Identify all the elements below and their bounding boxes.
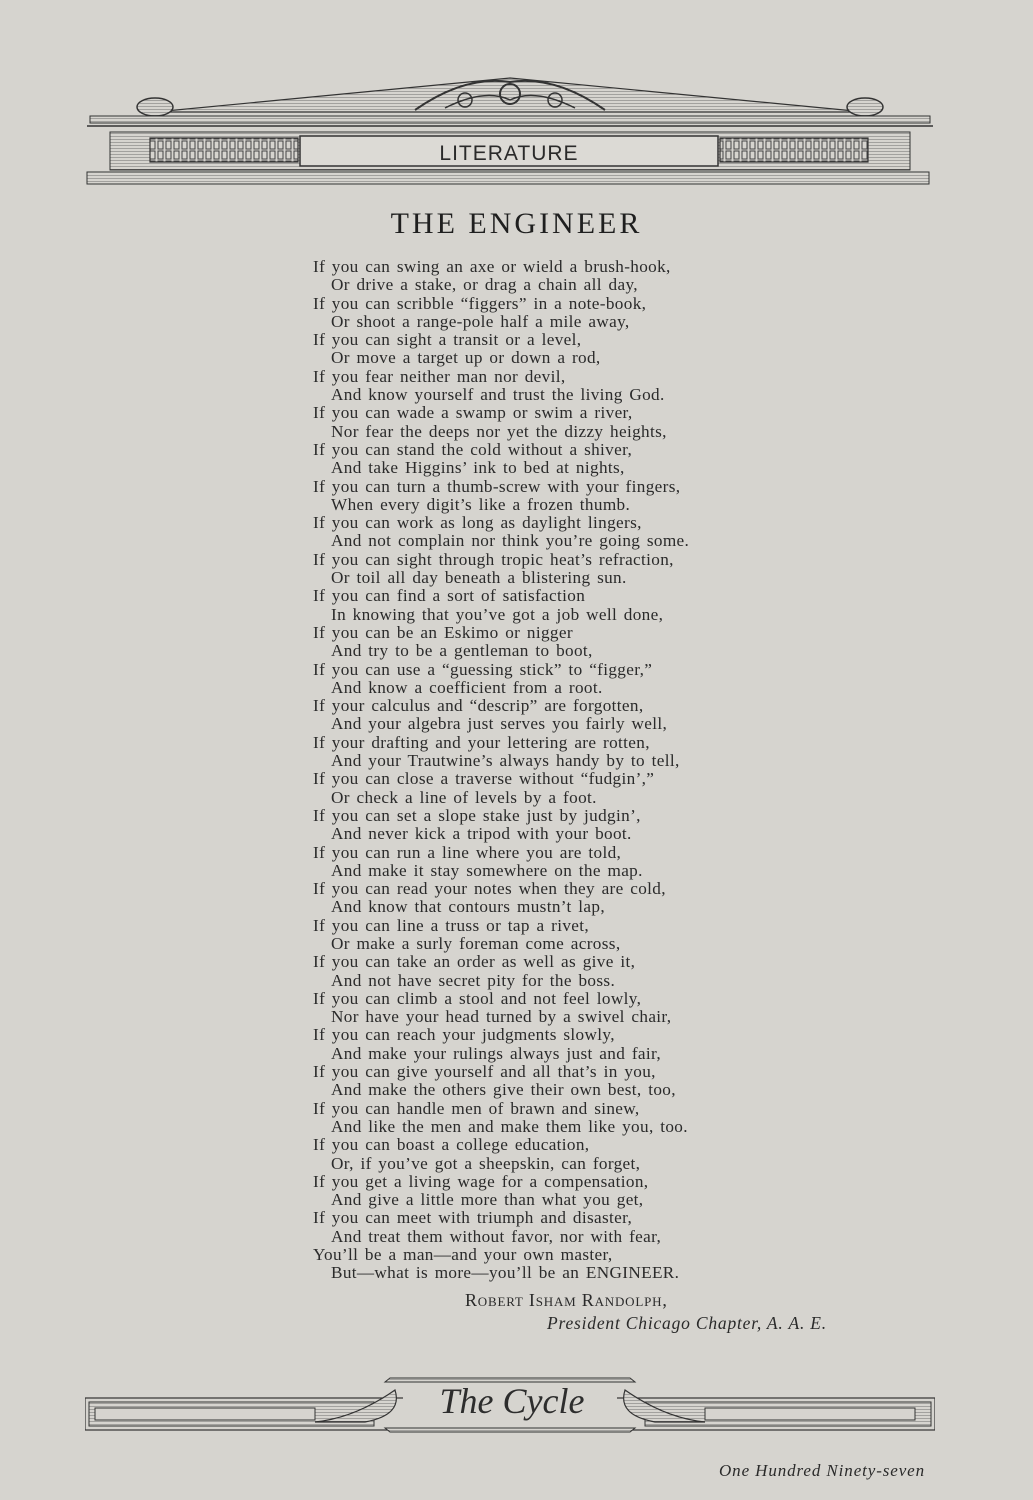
poem-line: And know a coefficient from a root. (331, 677, 603, 697)
poem-line: And try to be a gentleman to boot, (331, 641, 593, 661)
poem-line: And not complain nor think you’re going some. (331, 531, 690, 551)
poem-line: And not have secret pity for the boss. (331, 970, 616, 990)
poem-line: And take Higgins’ ink to bed at nights, (331, 458, 625, 478)
poem-line: If you can run a line where you are told, (313, 842, 622, 862)
poem-line: If you can sight a transit or a level, (313, 330, 582, 350)
poem-body (313, 258, 733, 1283)
author-title: President Chicago Chapter, A. A. E. (547, 1313, 827, 1333)
poem-line: If you can boast a college education, (313, 1135, 590, 1155)
poem-line: Or check a line of levels by a foot. (331, 787, 597, 807)
poem-line: If you can line a truss or tap a rivet, (313, 915, 590, 935)
poem-line: If you can read your notes when they are cold, (313, 879, 666, 899)
poem-line: If you can meet with triumph and disaster, (313, 1208, 633, 1228)
poem-line: If you can swing an axe or wield a brush-hook, (313, 257, 671, 276)
poem-line: And like the men and make them like you, too. (331, 1116, 688, 1136)
poem-line: Nor fear the deeps nor yet the dizzy heights, (331, 421, 667, 441)
poem-line: And know that contours mustn’t lap, (331, 897, 605, 917)
poem-line: In knowing that you’ve got a job well done, (331, 604, 664, 624)
poem-line: If you can close a traverse without “fudgin’,” (313, 769, 655, 789)
section-header-label: LITERATURE (439, 142, 579, 165)
page-number: One Hundred Ninety-seven (719, 1461, 926, 1480)
poem-line: And make the others give their own best, too, (331, 1080, 676, 1100)
poem-line: If you can stand the cold without a shiver, (313, 439, 633, 459)
poem-line: If you can set a slope stake just by judgin’, (313, 805, 641, 825)
header-ornament (85, 70, 935, 190)
poem-line: And your algebra just serves you fairly well, (331, 714, 668, 734)
poem-line: Nor have your head turned by a swivel chair, (331, 1007, 672, 1027)
poem-line: If you can give yourself and all that’s in you, (313, 1062, 656, 1082)
poem-line: If you can sight through tropic heat’s refraction, (313, 549, 674, 569)
poem-line: And know yourself and trust the living God. (331, 385, 665, 405)
poem-line: And treat them without favor, nor with fear, (331, 1226, 662, 1246)
poem-line: And make it stay somewhere on the map. (331, 860, 643, 880)
poem-line: If you fear neither man nor devil, (313, 366, 566, 386)
poem-line: Or drive a stake, or drag a chain all day, (331, 275, 638, 295)
poem-line: If you can work as long as daylight lingers, (313, 513, 642, 533)
poem-line: If you can be an Eskimo or nigger (313, 622, 573, 642)
poem-line: Or shoot a range-pole half a mile away, (331, 311, 630, 331)
poem-line: But—what is more—you’ll be an ENGINEER. (331, 1263, 680, 1283)
poem-line: Or make a surly foreman come across, (331, 933, 621, 953)
poem-line: If you can scribble “figgers” in a note-book, (313, 293, 647, 313)
poem-title: THE ENGINEER (390, 207, 643, 240)
poem-line: You’ll be a man—and your own master, (313, 1245, 613, 1265)
poem-line: When every digit’s like a frozen thumb. (331, 494, 631, 514)
poem-line: If you can climb a stool and not feel lowly, (313, 988, 642, 1008)
poem-author: Robert Isham Randolph, (465, 1290, 668, 1310)
poem-line: If your calculus and “descrip” are forgotten, (313, 696, 644, 716)
poem-line: And never kick a tripod with your boot. (331, 824, 632, 844)
poem-line: Or, if you’ve got a sheepskin, can forget, (331, 1153, 641, 1173)
poem-line: If you can wade a swamp or swim a river, (313, 403, 633, 423)
poem-line: If you can find a sort of satisfaction (313, 586, 586, 606)
poem-line: Or toil all day beneath a blistering sun. (331, 568, 627, 588)
poem-line: Or move a target up or down a rod, (331, 348, 601, 368)
footer-banner-title: The Cycle (439, 1381, 585, 1421)
poem-line: If your drafting and your lettering are rotten, (313, 732, 650, 752)
poem-line: And make your rulings always just and fair, (331, 1043, 662, 1063)
poem-line: If you can take an order as well as give it, (313, 952, 636, 972)
poem-line: If you can use a “guessing stick” to “figger,” (313, 659, 653, 679)
poem-line: And your Trautwine’s always handy by to tell, (331, 751, 680, 771)
poem-line: And give a little more than what you get, (331, 1190, 644, 1210)
poem-line: If you can turn a thumb-screw with your fingers, (313, 476, 681, 496)
poem-line: If you can reach your judgments slowly, (313, 1025, 615, 1045)
poem-line: If you get a living wage for a compensation, (313, 1171, 649, 1191)
poem-line: If you can handle men of brawn and sinew, (313, 1098, 640, 1118)
